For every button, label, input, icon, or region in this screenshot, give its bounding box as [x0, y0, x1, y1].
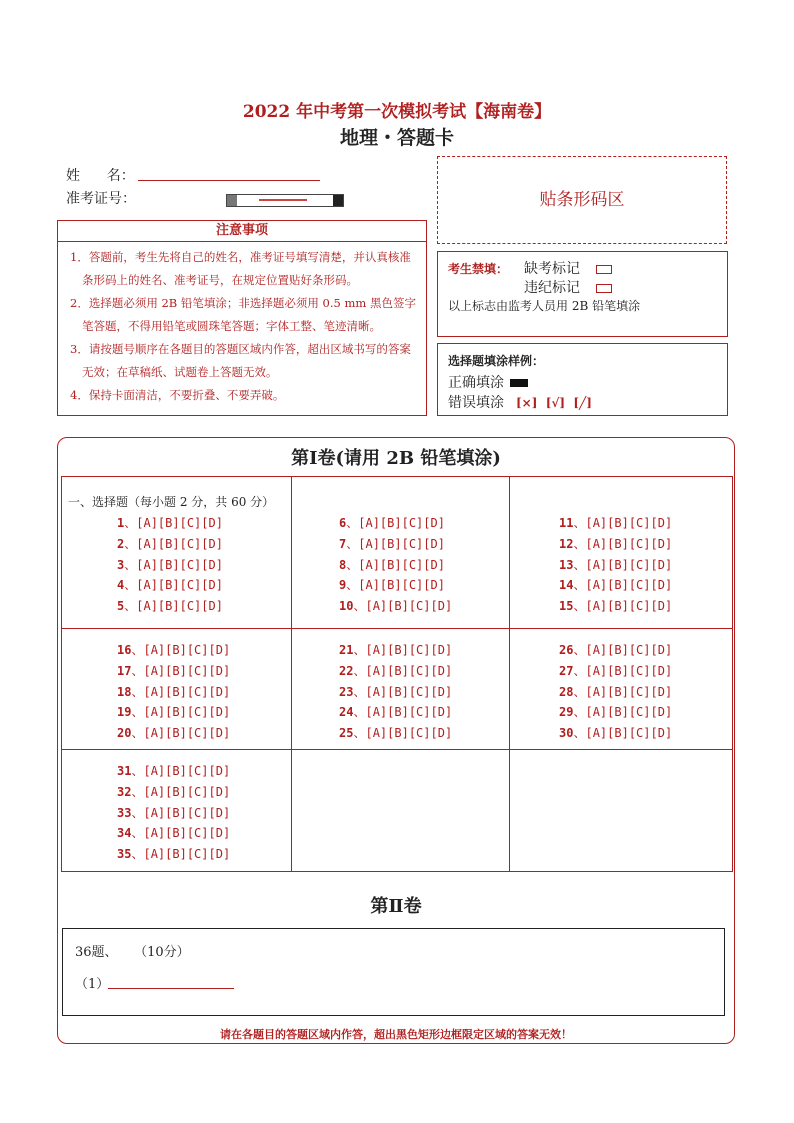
- separator: 、: [124, 536, 137, 551]
- question-8[interactable]: [339, 556, 445, 573]
- separator: 、: [573, 643, 586, 657]
- separator: 、: [131, 826, 144, 841]
- notice-item: 1．答题前，考生先将自己的姓名，准考证号填写清楚，并认真核准条形码上的姓名、准考证号，在规定位置贴好条形码。: [70, 250, 411, 287]
- answer-options[interactable]: [A][B][C][D]: [585, 536, 673, 551]
- question-1[interactable]: [117, 514, 223, 531]
- question-number: 12: [559, 536, 574, 551]
- separator: 、: [573, 578, 586, 593]
- filled-square-icon: [510, 379, 528, 387]
- fill-example-title: 选择题填涂样例：: [448, 354, 545, 368]
- absent-label: 缺考标记: [524, 261, 580, 277]
- question-9[interactable]: [339, 576, 445, 593]
- separator: 、: [131, 684, 144, 699]
- separator: 、: [124, 578, 137, 593]
- separator: 、: [124, 599, 137, 614]
- question-19[interactable]: [117, 703, 230, 720]
- question-12[interactable]: [559, 535, 672, 552]
- separator: 、: [131, 764, 144, 778]
- question-20[interactable]: [117, 724, 230, 741]
- question-number: 6: [339, 516, 347, 530]
- question-35[interactable]: [117, 845, 230, 862]
- mc-title: 一、选择题（每小题 2 分，共 60 分）: [68, 495, 275, 509]
- separator: 、: [131, 663, 144, 678]
- question-26[interactable]: [559, 641, 672, 658]
- question-number: 33: [117, 805, 132, 820]
- question-number: 2: [117, 536, 125, 551]
- answer-options[interactable]: [A][B][C][D]: [585, 663, 673, 678]
- answer-options[interactable]: [A][B][C][D]: [365, 663, 453, 678]
- question-number: 27: [559, 663, 574, 678]
- question-3[interactable]: [117, 556, 223, 573]
- answer-options[interactable]: [A][B][C][D]: [585, 726, 673, 741]
- question-13[interactable]: [559, 556, 672, 573]
- name-field[interactable]: [138, 179, 320, 181]
- question-33[interactable]: [117, 804, 230, 821]
- separator: 、: [124, 557, 137, 572]
- wrong-label: 错误填涂: [448, 395, 504, 411]
- question-24[interactable]: [339, 703, 452, 720]
- question-21[interactable]: [339, 641, 452, 658]
- section1-title: 第Ⅰ卷(请用 2B 铅笔填涂): [291, 448, 501, 469]
- answer-options[interactable]: [A][B][C][D]: [585, 599, 673, 614]
- fill-correct: [448, 372, 528, 392]
- exam-title: 2022 年中考第一次模拟考试【海南卷】: [242, 102, 552, 122]
- separator: 、: [131, 784, 144, 799]
- answer-options[interactable]: [A][B][C][D]: [143, 705, 231, 720]
- q36-label: 36题、 （10分）: [75, 945, 190, 960]
- separator: 、: [346, 516, 359, 530]
- question-5[interactable]: [117, 597, 223, 614]
- question-11[interactable]: [559, 514, 672, 531]
- answer-options[interactable]: [A][B][C][D]: [358, 516, 445, 530]
- question-number: 19: [117, 705, 132, 720]
- answer-options[interactable]: [A][B][C][D]: [136, 536, 223, 551]
- question-17[interactable]: [117, 662, 230, 679]
- separator: 、: [573, 536, 586, 551]
- question-32[interactable]: [117, 783, 230, 800]
- question-number: 34: [117, 826, 132, 841]
- separator: 、: [346, 536, 359, 551]
- separator: 、: [353, 643, 366, 657]
- correct-label: 正确填涂: [448, 375, 504, 391]
- notice-list: [57, 242, 427, 416]
- question-number: 31: [117, 764, 132, 778]
- prohibited-note: 以上标志由监考人员用 2B 铅笔填涂: [448, 299, 641, 313]
- question-34[interactable]: [117, 824, 230, 841]
- notice-item: 2．选择题必须用 2B 铅笔填涂；非选择题必须用 0.5 mm 黑色签字笔答题，不得用铅笔或圆珠笔答题；字体工整、笔迹清晰。: [70, 296, 416, 333]
- question-4[interactable]: [117, 576, 223, 593]
- answer-options[interactable]: [A][B][C][D]: [365, 684, 453, 699]
- answer-options[interactable]: [A][B][C][D]: [585, 578, 673, 593]
- question-30[interactable]: [559, 724, 672, 741]
- q36-answer-box[interactable]: [62, 928, 725, 1016]
- question-number: 13: [559, 557, 574, 572]
- separator: 、: [346, 557, 359, 572]
- separator: 、: [573, 684, 586, 699]
- answer-options[interactable]: [A][B][C][D]: [143, 805, 231, 820]
- question-number: 24: [339, 705, 354, 720]
- answer-options[interactable]: [A][B][C][D]: [585, 557, 673, 572]
- question-25[interactable]: [339, 724, 452, 741]
- answer-options[interactable]: [A][B][C][D]: [136, 516, 223, 530]
- fill-example-box: [437, 343, 728, 416]
- question-number: 15: [559, 599, 574, 614]
- answer-options[interactable]: [A][B][C][D]: [143, 784, 231, 799]
- question-18[interactable]: [117, 683, 230, 700]
- question-27[interactable]: [559, 662, 672, 679]
- separator: 、: [124, 516, 137, 530]
- prohibited-label: 考生禁填：: [448, 262, 509, 276]
- violation-checkbox-icon[interactable]: [596, 284, 612, 293]
- question-number: 10: [339, 599, 354, 614]
- absent-checkbox-icon[interactable]: [596, 265, 612, 274]
- question-number: 3: [117, 557, 125, 572]
- notice-item: 3．请按题号顺序在各题目的答题区域内作答，超出区域书写的答案无效；在草稿纸、试题卷上答题无效。: [70, 342, 411, 379]
- question-28[interactable]: [559, 683, 672, 700]
- card-subtitle: 地理・答题卡: [339, 127, 454, 149]
- absent-mark[interactable]: [524, 258, 612, 278]
- question-number: 14: [559, 578, 574, 593]
- separator: 、: [353, 705, 366, 720]
- question-number: 26: [559, 643, 574, 657]
- separator: 、: [131, 705, 144, 720]
- separator: 、: [573, 663, 586, 678]
- prohibited-box: [437, 251, 728, 337]
- question-number: 9: [339, 578, 347, 593]
- id-barcode-icon: [226, 194, 344, 207]
- separator: 、: [346, 578, 359, 593]
- separator: 、: [353, 684, 366, 699]
- wrong-marks-icon: [×] [√] [╱]: [516, 396, 592, 410]
- question-number: 22: [339, 663, 354, 678]
- violation-label: 违纪标记: [524, 280, 580, 296]
- question-number: 17: [117, 663, 132, 678]
- separator: 、: [573, 516, 586, 530]
- footer-note: 请在各题目的答题区域内作答，超出黑色矩形边框限定区域的答案无效！: [220, 1028, 572, 1041]
- separator: 、: [353, 663, 366, 678]
- question-23[interactable]: [339, 683, 452, 700]
- question-6[interactable]: [339, 514, 445, 531]
- answer-options[interactable]: [A][B][C][D]: [143, 726, 231, 741]
- question-number: 23: [339, 684, 354, 699]
- fill-wrong: [448, 392, 592, 412]
- separator: 、: [131, 805, 144, 820]
- question-number: 11: [559, 516, 574, 530]
- answer-options[interactable]: [A][B][C][D]: [365, 599, 453, 614]
- answer-options[interactable]: [A][B][C][D]: [358, 557, 445, 572]
- q36-part1-field[interactable]: [108, 987, 234, 989]
- separator: 、: [131, 847, 144, 862]
- question-number: 21: [339, 643, 354, 657]
- question-number: 28: [559, 684, 574, 699]
- question-22[interactable]: [339, 662, 452, 679]
- separator: 、: [353, 726, 366, 741]
- question-2[interactable]: [117, 535, 223, 552]
- answer-options[interactable]: [A][B][C][D]: [143, 684, 231, 699]
- separator: 、: [131, 726, 144, 741]
- question-number: 35: [117, 847, 132, 862]
- notice-item: 4．保持卡面清洁，不要折叠、不要弄破。: [70, 388, 285, 402]
- answer-options[interactable]: [A][B][C][D]: [365, 643, 453, 657]
- separator: 、: [573, 705, 586, 720]
- separator: 、: [573, 557, 586, 572]
- section2-title: 第Ⅱ卷: [370, 896, 422, 917]
- answer-options[interactable]: [A][B][C][D]: [358, 578, 445, 593]
- question-number: 16: [117, 643, 132, 657]
- separator: 、: [573, 726, 586, 741]
- answer-options[interactable]: [A][B][C][D]: [365, 726, 453, 741]
- separator: 、: [353, 599, 366, 614]
- id-label: 准考证号：: [66, 191, 136, 207]
- question-number: 29: [559, 705, 574, 720]
- question-14[interactable]: [559, 576, 672, 593]
- question-number: 18: [117, 684, 132, 699]
- question-31[interactable]: [117, 762, 230, 779]
- answer-options[interactable]: [A][B][C][D]: [136, 557, 223, 572]
- answer-options[interactable]: [A][B][C][D]: [585, 684, 673, 699]
- question-number: 8: [339, 557, 347, 572]
- question-number: 25: [339, 726, 354, 741]
- question-29[interactable]: [559, 703, 672, 720]
- separator: 、: [573, 599, 586, 614]
- answer-options[interactable]: [A][B][C][D]: [136, 599, 223, 614]
- question-7[interactable]: [339, 535, 445, 552]
- question-number: 32: [117, 784, 132, 799]
- barcode-area[interactable]: 贴条形码区: [437, 156, 727, 244]
- question-number: 7: [339, 536, 347, 551]
- answer-options[interactable]: [A][B][C][D]: [143, 764, 231, 778]
- answer-options[interactable]: [A][B][C][D]: [143, 663, 231, 678]
- question-number: 1: [117, 516, 125, 530]
- answer-options[interactable]: [A][B][C][D]: [143, 826, 231, 841]
- separator: 、: [131, 643, 144, 657]
- answer-options[interactable]: [A][B][C][D]: [143, 643, 231, 657]
- answer-options[interactable]: [A][B][C][D]: [585, 516, 673, 530]
- name-label: 姓 名：: [66, 168, 135, 184]
- q36-part1-label: （1）: [75, 977, 110, 992]
- answer-options[interactable]: [A][B][C][D]: [365, 705, 453, 720]
- question-15[interactable]: [559, 597, 672, 614]
- answer-options[interactable]: [A][B][C][D]: [136, 578, 223, 593]
- question-number: 30: [559, 726, 574, 741]
- question-10[interactable]: [339, 597, 452, 614]
- answer-options[interactable]: [A][B][C][D]: [143, 847, 231, 862]
- question-number: 4: [117, 578, 125, 593]
- question-number: 5: [117, 599, 125, 614]
- question-16[interactable]: [117, 641, 230, 658]
- answer-options[interactable]: [A][B][C][D]: [585, 705, 673, 720]
- notice-heading: 注意事项: [57, 220, 427, 242]
- question-number: 20: [117, 726, 132, 741]
- answer-options[interactable]: [A][B][C][D]: [358, 536, 445, 551]
- violation-mark[interactable]: [524, 277, 612, 297]
- answer-options[interactable]: [A][B][C][D]: [585, 643, 673, 657]
